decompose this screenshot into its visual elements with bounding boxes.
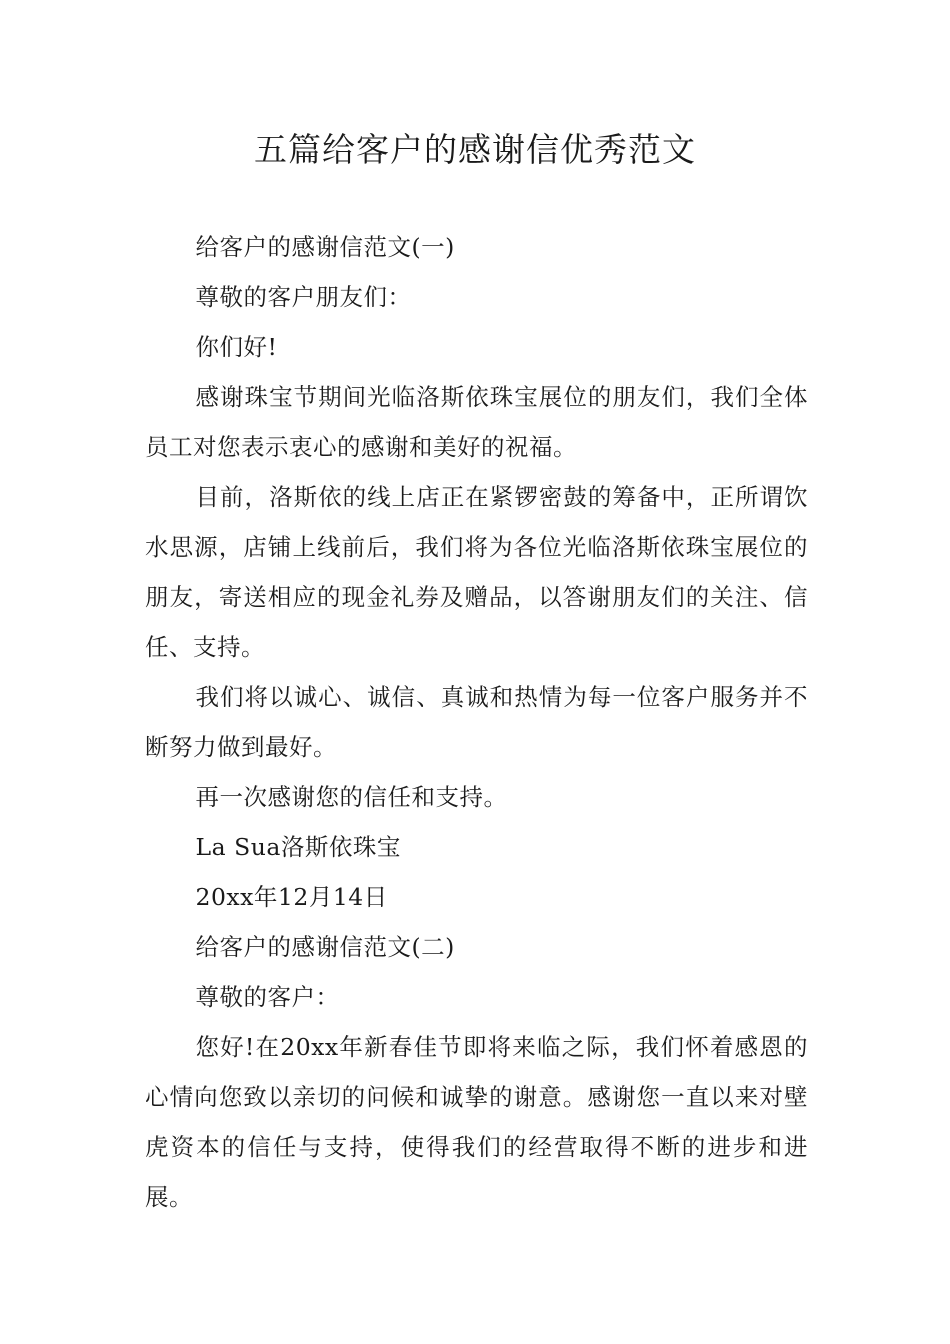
body-paragraph: 感谢珠宝节期间光临洛斯依珠宝展位的朋友们，我们全体员工对您表示衷心的感谢和美好的祝福。	[145, 383, 808, 461]
salutation: 尊敬的客户：	[195, 983, 340, 1011]
body-paragraph: 您好!在20xx年新春佳节即将来临之际，我们怀着感恩的心情向您致以亲切的问候和诚挚的谢意。感谢您一直以来对壁虎资本的信任与支持，使得我们的经营取得不断的进步和进展。	[145, 1033, 808, 1211]
signature: La Sua洛斯依珠宝	[195, 833, 401, 861]
section-heading-one: 给客户的感谢信范文(一)	[195, 233, 455, 261]
section-heading-two: 给客户的感谢信范文(二)	[195, 933, 455, 961]
salutation: 尊敬的客户朋友们：	[195, 283, 412, 311]
greeting: 你们好!	[195, 333, 278, 361]
body-paragraph: 我们将以诚心、诚信、真诚和热情为每一位客户服务并不断努力做到最好。	[145, 683, 808, 761]
document-title: 五篇给客户的感谢信优秀范文	[254, 130, 696, 169]
document-body	[145, 222, 808, 1222]
body-paragraph: 目前，洛斯依的线上店正在紧锣密鼓的筹备中，正所谓饮水思源，店铺上线前后，我们将为各位光临洛斯依珠宝展位的朋友，寄送相应的现金礼券及赠品，以答谢朋友们的关注、信任、支持。	[145, 483, 808, 661]
closing-line: 再一次感谢您的信任和支持。	[195, 783, 508, 811]
letter-date: 20xx年12月14日	[195, 883, 388, 911]
